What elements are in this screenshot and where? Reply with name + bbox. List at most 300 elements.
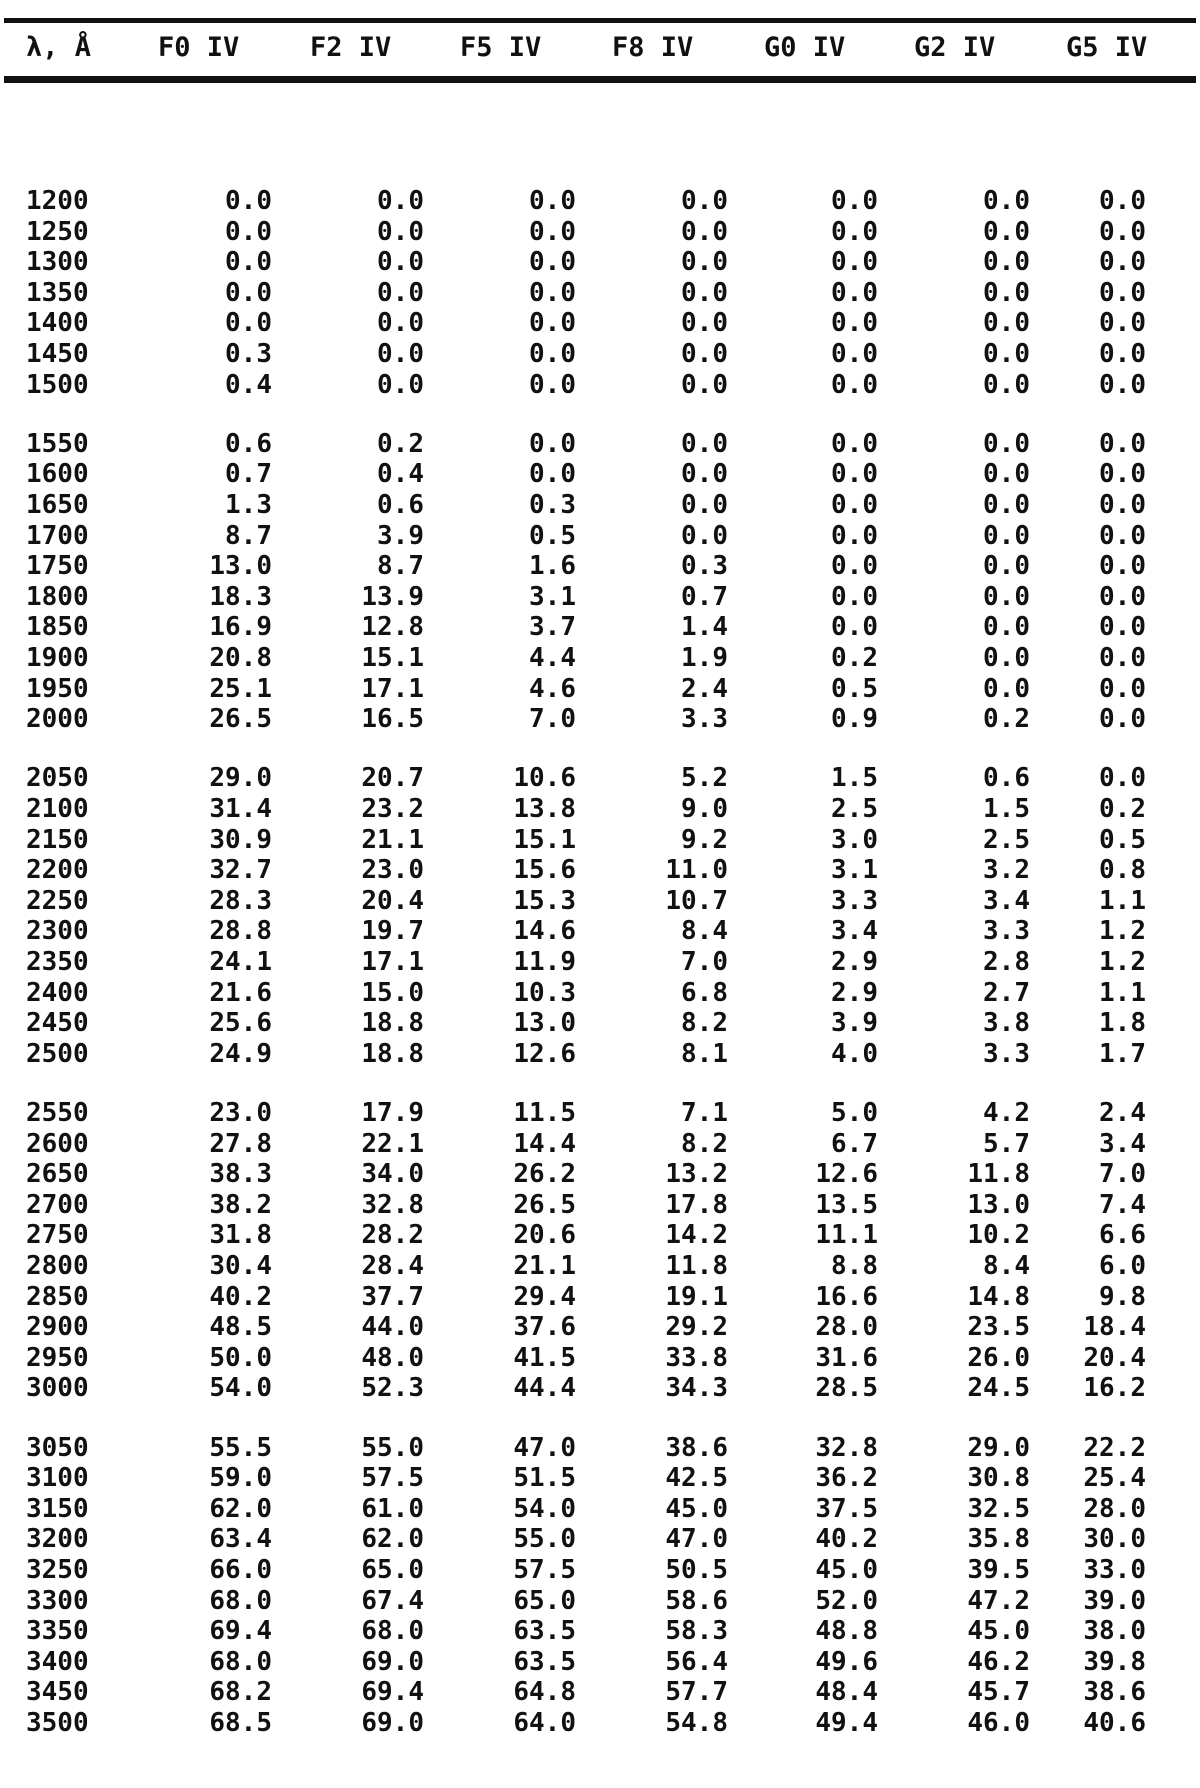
table-row <box>0 217 1200 247</box>
value-cell: 48.0 <box>361 1343 424 1373</box>
value-cell: 5.7 <box>983 1129 1030 1159</box>
wavelength-cell: 2350 <box>26 947 89 977</box>
value-cell: 29.0 <box>967 1433 1030 1463</box>
value-cell: 13.0 <box>513 1008 576 1038</box>
value-cell: 57.5 <box>361 1463 424 1493</box>
value-cell: 0.0 <box>529 186 576 216</box>
table-row <box>0 612 1200 642</box>
value-cell: 23.5 <box>967 1312 1030 1342</box>
value-cell: 3.8 <box>983 1008 1030 1038</box>
value-cell: 10.7 <box>665 886 728 916</box>
value-cell: 0.0 <box>681 308 728 338</box>
value-cell: 3.3 <box>681 704 728 734</box>
value-cell: 62.0 <box>361 1524 424 1554</box>
value-cell: 3.0 <box>831 825 878 855</box>
value-cell: 52.0 <box>815 1586 878 1616</box>
value-cell: 0.0 <box>983 217 1030 247</box>
value-cell: 22.2 <box>1083 1433 1146 1463</box>
value-cell: 2.5 <box>983 825 1030 855</box>
table-row <box>0 247 1200 277</box>
value-cell: 32.7 <box>209 855 272 885</box>
value-cell: 34.0 <box>361 1159 424 1189</box>
value-cell: 3.1 <box>831 855 878 885</box>
value-cell: 0.0 <box>831 521 878 551</box>
value-cell: 1.6 <box>529 551 576 581</box>
value-cell: 0.0 <box>1099 763 1146 793</box>
header-f5-iv: F5 IV <box>460 32 542 63</box>
value-cell: 1.9 <box>681 643 728 673</box>
value-cell: 28.0 <box>815 1312 878 1342</box>
value-cell: 35.8 <box>967 1524 1030 1554</box>
value-cell: 47.2 <box>967 1586 1030 1616</box>
wavelength-cell: 1550 <box>26 429 89 459</box>
table-row <box>0 1039 1200 1069</box>
wavelength-cell: 2750 <box>26 1220 89 1250</box>
value-cell: 63.5 <box>513 1616 576 1646</box>
value-cell: 63.5 <box>513 1647 576 1677</box>
value-cell: 26.0 <box>967 1343 1030 1373</box>
table-row <box>0 674 1200 704</box>
value-cell: 20.4 <box>1083 1343 1146 1373</box>
value-cell: 20.7 <box>361 763 424 793</box>
value-cell: 11.1 <box>815 1220 878 1250</box>
value-cell: 68.0 <box>361 1616 424 1646</box>
value-cell: 14.2 <box>665 1220 728 1250</box>
value-cell: 23.0 <box>209 1098 272 1128</box>
value-cell: 0.0 <box>529 278 576 308</box>
value-cell: 24.5 <box>967 1373 1030 1403</box>
value-cell: 29.0 <box>209 763 272 793</box>
value-cell: 38.3 <box>209 1159 272 1189</box>
wavelength-cell: 2100 <box>26 794 89 824</box>
wavelength-cell: 1750 <box>26 551 89 581</box>
value-cell: 69.0 <box>361 1708 424 1738</box>
value-cell: 67.4 <box>361 1586 424 1616</box>
value-cell: 8.2 <box>681 1129 728 1159</box>
value-cell: 0.0 <box>831 582 878 612</box>
value-cell: 8.4 <box>681 916 728 946</box>
value-cell: 0.0 <box>681 339 728 369</box>
value-cell: 23.2 <box>361 794 424 824</box>
value-cell: 9.0 <box>681 794 728 824</box>
value-cell: 38.0 <box>1083 1616 1146 1646</box>
wavelength-cell: 2900 <box>26 1312 89 1342</box>
wavelength-cell: 3000 <box>26 1373 89 1403</box>
value-cell: 68.0 <box>209 1586 272 1616</box>
value-cell: 2.9 <box>831 978 878 1008</box>
table-row <box>0 763 1200 793</box>
value-cell: 45.0 <box>967 1616 1030 1646</box>
value-cell: 30.8 <box>967 1463 1030 1493</box>
value-cell: 0.0 <box>1099 278 1146 308</box>
value-cell: 3.1 <box>529 582 576 612</box>
value-cell: 0.0 <box>831 429 878 459</box>
wavelength-cell: 2850 <box>26 1282 89 1312</box>
value-cell: 6.8 <box>681 978 728 1008</box>
table-row <box>0 643 1200 673</box>
table-row <box>0 186 1200 216</box>
value-cell: 0.0 <box>1099 612 1146 642</box>
value-cell: 0.0 <box>681 521 728 551</box>
value-cell: 0.3 <box>681 551 728 581</box>
value-cell: 19.7 <box>361 916 424 946</box>
value-cell: 0.0 <box>681 459 728 489</box>
value-cell: 7.1 <box>681 1098 728 1128</box>
value-cell: 25.1 <box>209 674 272 704</box>
value-cell: 39.5 <box>967 1555 1030 1585</box>
table-row <box>0 1463 1200 1493</box>
value-cell: 2.8 <box>983 947 1030 977</box>
value-cell: 8.7 <box>225 521 272 551</box>
value-cell: 8.7 <box>377 551 424 581</box>
value-cell: 0.0 <box>1099 490 1146 520</box>
value-cell: 0.0 <box>681 217 728 247</box>
value-cell: 28.2 <box>361 1220 424 1250</box>
value-cell: 64.0 <box>513 1708 576 1738</box>
value-cell: 0.7 <box>681 582 728 612</box>
table-row <box>0 1433 1200 1463</box>
table-row <box>0 855 1200 885</box>
value-cell: 3.3 <box>983 916 1030 946</box>
value-cell: 55.5 <box>209 1433 272 1463</box>
value-cell: 24.1 <box>209 947 272 977</box>
value-cell: 54.0 <box>209 1373 272 1403</box>
value-cell: 56.4 <box>665 1647 728 1677</box>
table-row <box>0 490 1200 520</box>
value-cell: 3.4 <box>831 916 878 946</box>
value-cell: 45.7 <box>967 1677 1030 1707</box>
value-cell: 13.9 <box>361 582 424 612</box>
value-cell: 58.6 <box>665 1586 728 1616</box>
value-cell: 17.1 <box>361 947 424 977</box>
value-cell: 24.9 <box>209 1039 272 1069</box>
value-cell: 39.0 <box>1083 1586 1146 1616</box>
value-cell: 0.0 <box>377 186 424 216</box>
value-cell: 50.0 <box>209 1343 272 1373</box>
value-cell: 6.7 <box>831 1129 878 1159</box>
value-cell: 69.4 <box>209 1616 272 1646</box>
wavelength-cell: 3150 <box>26 1494 89 1524</box>
table-row <box>0 1129 1200 1159</box>
value-cell: 38.2 <box>209 1190 272 1220</box>
value-cell: 18.8 <box>361 1008 424 1038</box>
value-cell: 13.2 <box>665 1159 728 1189</box>
value-cell: 69.0 <box>361 1647 424 1677</box>
table-row <box>0 1586 1200 1616</box>
table-row <box>0 1494 1200 1524</box>
table-row <box>0 1555 1200 1585</box>
value-cell: 3.9 <box>831 1008 878 1038</box>
value-cell: 11.0 <box>665 855 728 885</box>
table-row <box>0 1220 1200 1250</box>
value-cell: 0.0 <box>1099 429 1146 459</box>
value-cell: 0.0 <box>1099 674 1146 704</box>
value-cell: 45.0 <box>665 1494 728 1524</box>
value-cell: 39.8 <box>1083 1647 1146 1677</box>
value-cell: 59.0 <box>209 1463 272 1493</box>
wavelength-cell: 2800 <box>26 1251 89 1281</box>
value-cell: 0.0 <box>831 551 878 581</box>
wavelength-cell: 1400 <box>26 308 89 338</box>
value-cell: 0.0 <box>831 186 878 216</box>
value-cell: 57.7 <box>665 1677 728 1707</box>
value-cell: 14.6 <box>513 916 576 946</box>
wavelength-cell: 1350 <box>26 278 89 308</box>
value-cell: 0.0 <box>681 247 728 277</box>
value-cell: 3.4 <box>1099 1129 1146 1159</box>
value-cell: 32.8 <box>361 1190 424 1220</box>
value-cell: 0.0 <box>529 339 576 369</box>
value-cell: 54.0 <box>513 1494 576 1524</box>
value-cell: 31.4 <box>209 794 272 824</box>
value-cell: 4.2 <box>983 1098 1030 1128</box>
value-cell: 47.0 <box>665 1524 728 1554</box>
value-cell: 34.3 <box>665 1373 728 1403</box>
value-cell: 0.0 <box>377 370 424 400</box>
value-cell: 0.7 <box>225 459 272 489</box>
value-cell: 68.5 <box>209 1708 272 1738</box>
value-cell: 0.4 <box>225 370 272 400</box>
value-cell: 10.6 <box>513 763 576 793</box>
value-cell: 0.0 <box>1099 521 1146 551</box>
value-cell: 17.8 <box>665 1190 728 1220</box>
value-cell: 1.1 <box>1099 886 1146 916</box>
value-cell: 15.1 <box>513 825 576 855</box>
value-cell: 0.0 <box>529 429 576 459</box>
table-row <box>0 521 1200 551</box>
table-row <box>0 794 1200 824</box>
value-cell: 0.0 <box>377 339 424 369</box>
value-cell: 28.8 <box>209 916 272 946</box>
value-cell: 0.0 <box>1099 551 1146 581</box>
value-cell: 28.4 <box>361 1251 424 1281</box>
table-row <box>0 1677 1200 1707</box>
value-cell: 0.0 <box>1099 643 1146 673</box>
value-cell: 0.2 <box>1099 794 1146 824</box>
wavelength-cell: 1500 <box>26 370 89 400</box>
wavelength-cell: 2950 <box>26 1343 89 1373</box>
value-cell: 7.0 <box>1099 1159 1146 1189</box>
value-cell: 13.0 <box>209 551 272 581</box>
wavelength-cell: 2600 <box>26 1129 89 1159</box>
value-cell: 48.5 <box>209 1312 272 1342</box>
value-cell: 64.8 <box>513 1677 576 1707</box>
wavelength-cell: 2200 <box>26 855 89 885</box>
value-cell: 14.4 <box>513 1129 576 1159</box>
value-cell: 52.3 <box>361 1373 424 1403</box>
value-cell: 8.8 <box>831 1251 878 1281</box>
value-cell: 9.8 <box>1099 1282 1146 1312</box>
value-cell: 0.3 <box>225 339 272 369</box>
value-cell: 32.8 <box>815 1433 878 1463</box>
value-cell: 26.2 <box>513 1159 576 1189</box>
value-cell: 0.0 <box>1099 247 1146 277</box>
wavelength-cell: 1600 <box>26 459 89 489</box>
value-cell: 9.2 <box>681 825 728 855</box>
value-cell: 0.0 <box>225 247 272 277</box>
value-cell: 0.0 <box>377 278 424 308</box>
value-cell: 36.2 <box>815 1463 878 1493</box>
value-cell: 0.0 <box>529 247 576 277</box>
value-cell: 0.0 <box>225 217 272 247</box>
value-cell: 0.0 <box>225 308 272 338</box>
value-cell: 0.0 <box>983 278 1030 308</box>
value-cell: 29.2 <box>665 1312 728 1342</box>
value-cell: 46.0 <box>967 1708 1030 1738</box>
table-row <box>0 916 1200 946</box>
value-cell: 0.0 <box>831 459 878 489</box>
wavelength-cell: 2300 <box>26 916 89 946</box>
value-cell: 54.8 <box>665 1708 728 1738</box>
value-cell: 3.2 <box>983 855 1030 885</box>
value-cell: 0.6 <box>377 490 424 520</box>
value-cell: 1.2 <box>1099 916 1146 946</box>
value-cell: 0.0 <box>831 247 878 277</box>
value-cell: 10.3 <box>513 978 576 1008</box>
value-cell: 0.0 <box>529 308 576 338</box>
value-cell: 33.0 <box>1083 1555 1146 1585</box>
value-cell: 16.2 <box>1083 1373 1146 1403</box>
value-cell: 11.9 <box>513 947 576 977</box>
value-cell: 0.2 <box>377 429 424 459</box>
value-cell: 0.4 <box>377 459 424 489</box>
value-cell: 0.0 <box>983 459 1030 489</box>
value-cell: 20.6 <box>513 1220 576 1250</box>
wavelength-cell: 1450 <box>26 339 89 369</box>
value-cell: 0.0 <box>225 278 272 308</box>
wavelength-cell: 1250 <box>26 217 89 247</box>
value-cell: 48.8 <box>815 1616 878 1646</box>
value-cell: 16.6 <box>815 1282 878 1312</box>
value-cell: 37.6 <box>513 1312 576 1342</box>
value-cell: 0.0 <box>983 521 1030 551</box>
value-cell: 50.5 <box>665 1555 728 1585</box>
value-cell: 48.4 <box>815 1677 878 1707</box>
wavelength-cell: 3250 <box>26 1555 89 1585</box>
value-cell: 0.0 <box>529 217 576 247</box>
value-cell: 0.0 <box>983 186 1030 216</box>
table-row <box>0 947 1200 977</box>
value-cell: 0.0 <box>831 278 878 308</box>
value-cell: 26.5 <box>209 704 272 734</box>
wavelength-cell: 2450 <box>26 1008 89 1038</box>
table-row <box>0 886 1200 916</box>
value-cell: 49.6 <box>815 1647 878 1677</box>
value-cell: 3.4 <box>983 886 1030 916</box>
value-cell: 20.8 <box>209 643 272 673</box>
wavelength-cell: 1200 <box>26 186 89 216</box>
table-row <box>0 1616 1200 1646</box>
value-cell: 1.8 <box>1099 1008 1146 1038</box>
table-row <box>0 582 1200 612</box>
table-row <box>0 1282 1200 1312</box>
value-cell: 31.6 <box>815 1343 878 1373</box>
wavelength-cell: 2000 <box>26 704 89 734</box>
value-cell: 33.8 <box>665 1343 728 1373</box>
value-cell: 0.0 <box>831 339 878 369</box>
wavelength-cell: 1800 <box>26 582 89 612</box>
value-cell: 0.0 <box>681 370 728 400</box>
value-cell: 0.6 <box>225 429 272 459</box>
value-cell: 11.5 <box>513 1098 576 1128</box>
wavelength-cell: 1900 <box>26 643 89 673</box>
value-cell: 4.6 <box>529 674 576 704</box>
value-cell: 8.4 <box>983 1251 1030 1281</box>
value-cell: 0.0 <box>1099 582 1146 612</box>
value-cell: 30.0 <box>1083 1524 1146 1554</box>
value-cell: 2.5 <box>831 794 878 824</box>
header-f8-iv: F8 IV <box>612 32 694 63</box>
value-cell: 2.7 <box>983 978 1030 1008</box>
value-cell: 40.6 <box>1083 1708 1146 1738</box>
wavelength-cell: 1950 <box>26 674 89 704</box>
value-cell: 7.0 <box>529 704 576 734</box>
value-cell: 47.0 <box>513 1433 576 1463</box>
value-cell: 29.4 <box>513 1282 576 1312</box>
value-cell: 6.6 <box>1099 1220 1146 1250</box>
value-cell: 0.0 <box>1099 339 1146 369</box>
value-cell: 37.5 <box>815 1494 878 1524</box>
wavelength-cell: 3500 <box>26 1708 89 1738</box>
value-cell: 3.3 <box>983 1039 1030 1069</box>
wavelength-cell: 3300 <box>26 1586 89 1616</box>
value-cell: 28.5 <box>815 1373 878 1403</box>
value-cell: 42.5 <box>665 1463 728 1493</box>
table-row <box>0 1159 1200 1189</box>
table-row <box>0 825 1200 855</box>
value-cell: 6.0 <box>1099 1251 1146 1281</box>
value-cell: 51.5 <box>513 1463 576 1493</box>
value-cell: 0.0 <box>377 308 424 338</box>
value-cell: 55.0 <box>513 1524 576 1554</box>
header-wavelength: λ, Å <box>26 32 92 63</box>
header-f2-iv: F2 IV <box>310 32 392 63</box>
table-row <box>0 551 1200 581</box>
value-cell: 19.1 <box>665 1282 728 1312</box>
value-cell: 3.3 <box>831 886 878 916</box>
value-cell: 38.6 <box>665 1433 728 1463</box>
value-cell: 32.5 <box>967 1494 1030 1524</box>
value-cell: 37.7 <box>361 1282 424 1312</box>
value-cell: 3.9 <box>377 521 424 551</box>
value-cell: 25.6 <box>209 1008 272 1038</box>
table-row <box>0 704 1200 734</box>
value-cell: 0.0 <box>983 582 1030 612</box>
value-cell: 0.0 <box>831 217 878 247</box>
value-cell: 46.2 <box>967 1647 1030 1677</box>
value-cell: 21.1 <box>513 1251 576 1281</box>
value-cell: 0.0 <box>983 339 1030 369</box>
value-cell: 0.0 <box>377 217 424 247</box>
value-cell: 0.0 <box>681 186 728 216</box>
value-cell: 17.9 <box>361 1098 424 1128</box>
wavelength-cell: 2150 <box>26 825 89 855</box>
value-cell: 55.0 <box>361 1433 424 1463</box>
wavelength-cell: 1700 <box>26 521 89 551</box>
value-cell: 0.0 <box>681 490 728 520</box>
value-cell: 0.5 <box>529 521 576 551</box>
value-cell: 1.5 <box>983 794 1030 824</box>
value-cell: 61.0 <box>361 1494 424 1524</box>
table-row <box>0 1098 1200 1128</box>
value-cell: 11.8 <box>967 1159 1030 1189</box>
value-cell: 15.0 <box>361 978 424 1008</box>
wavelength-cell: 3450 <box>26 1677 89 1707</box>
wavelength-cell: 1850 <box>26 612 89 642</box>
value-cell: 0.5 <box>1099 825 1146 855</box>
value-cell: 1.4 <box>681 612 728 642</box>
table-row <box>0 1190 1200 1220</box>
